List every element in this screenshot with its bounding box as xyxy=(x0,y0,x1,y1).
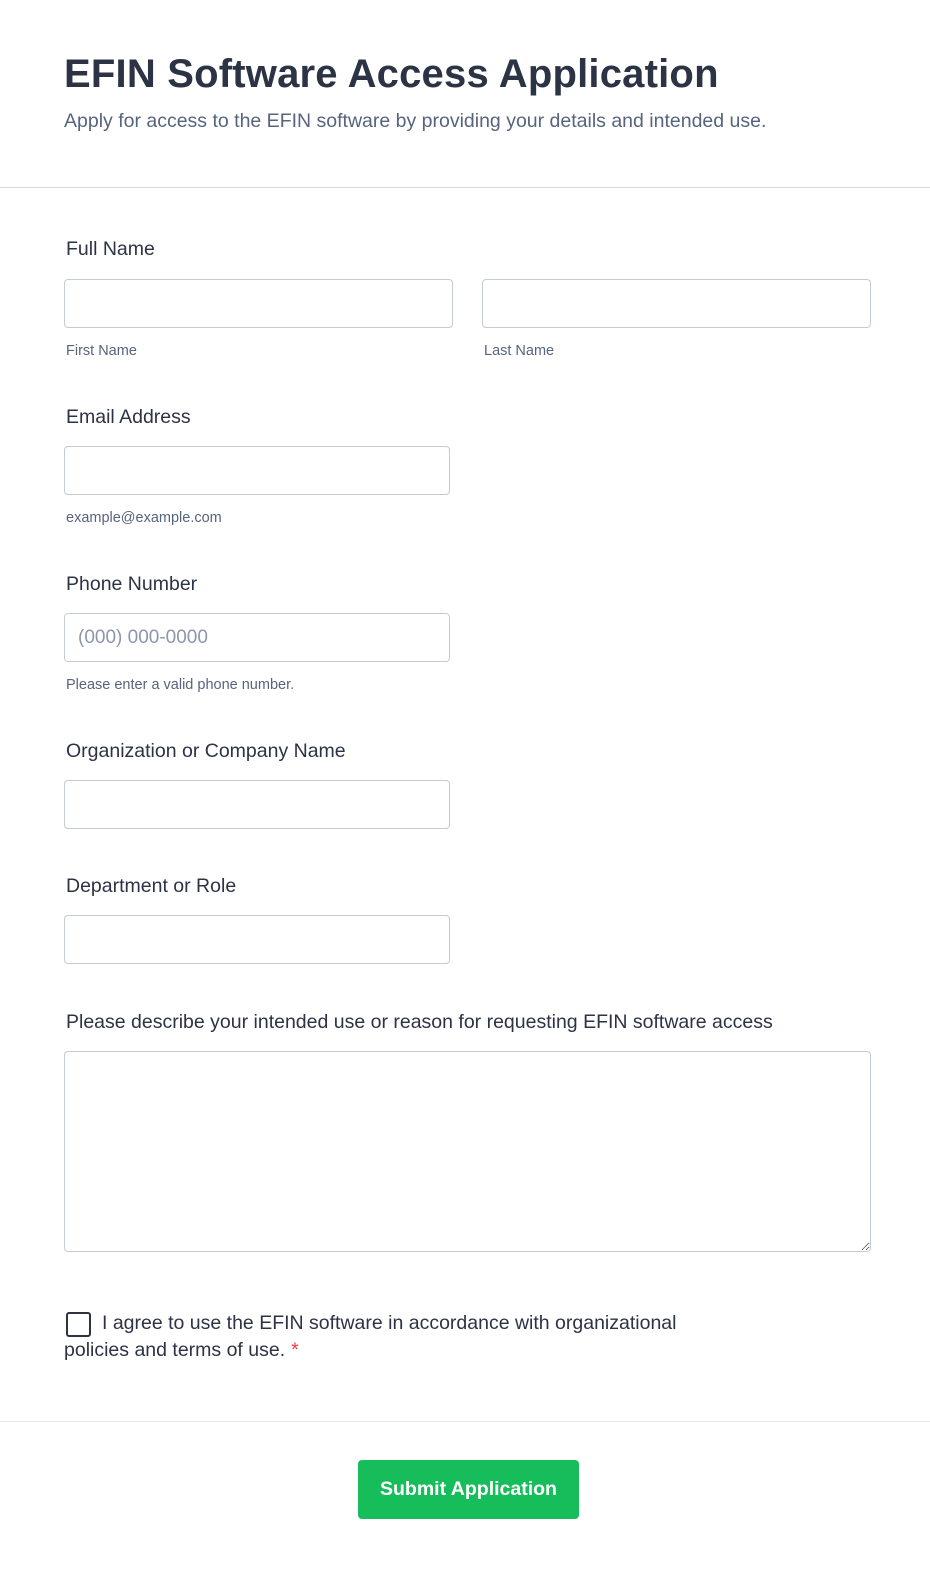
last-name-input[interactable] xyxy=(482,279,871,328)
form-header xyxy=(0,0,930,188)
email-input[interactable] xyxy=(64,446,450,495)
agreement-text: I agree to use the EFIN software in accordance with organizational policies and terms of use. xyxy=(64,1312,677,1361)
intended-use-textarea[interactable] xyxy=(64,1051,871,1252)
organization-label: Organization or Company Name xyxy=(66,740,346,762)
footer-divider xyxy=(0,1421,930,1422)
phone-label: Phone Number xyxy=(66,573,198,595)
last-name-sublabel: Last Name xyxy=(484,343,555,359)
email-label: Email Address xyxy=(66,406,191,428)
department-input[interactable] xyxy=(64,915,450,964)
agreement-label xyxy=(64,1310,744,1364)
first-name-input[interactable] xyxy=(64,279,453,328)
form-title: EFIN Software Access Application xyxy=(64,52,719,96)
phone-input[interactable] xyxy=(64,613,450,662)
form-subtitle: Apply for access to the EFIN software by providing your details and intended use. xyxy=(64,110,767,132)
intended-use-label: Please describe your intended use or reason for requesting EFIN software access xyxy=(66,1011,773,1033)
submit-button[interactable]: Submit Application xyxy=(358,1460,579,1519)
email-sublabel: example@example.com xyxy=(66,510,222,526)
organization-input[interactable] xyxy=(64,780,450,829)
first-name-sublabel: First Name xyxy=(66,343,137,359)
required-marker: * xyxy=(291,1339,299,1361)
full-name-label: Full Name xyxy=(66,238,155,260)
phone-sublabel: Please enter a valid phone number. xyxy=(66,677,295,693)
department-label: Department or Role xyxy=(66,875,237,897)
